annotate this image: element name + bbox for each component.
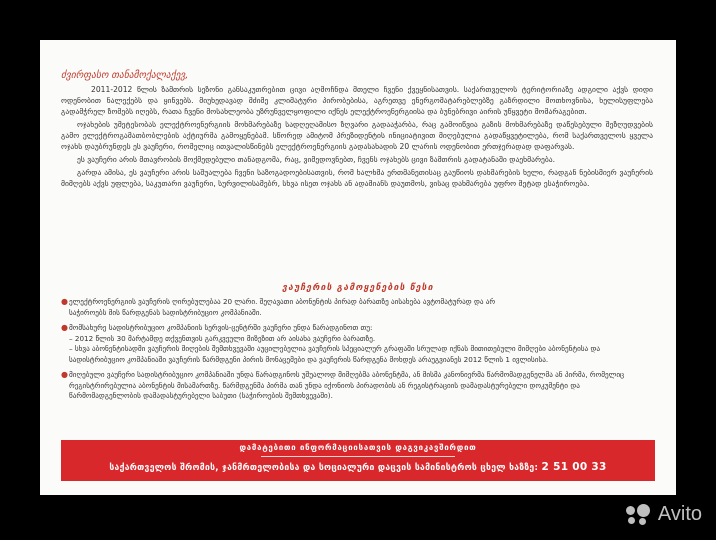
- rule-line: ელექტროენერგიის ვაუჩერის ღირებულებაა 20 ლარი. შეღავათი აბონენტის პირად ბარათზე აისახება ავტომატურად და არ: [69, 297, 496, 306]
- rules-title: ვაუჩერის გამოყენების წესი: [282, 283, 434, 293]
- voucher-leaflet: [40, 40, 676, 495]
- avito-logo-icon: [626, 504, 652, 526]
- hotline-phone: 2 51 00 33: [541, 461, 607, 473]
- rule-line: მომსახურე სადისტრიბუციო კომპანიის სერვის-ცენტრში ვაუჩერი უნდა წარადგინოთ თუ:: [69, 323, 373, 332]
- rule-line: საჭიროებს მის წარდგენას სადისტრიბუციო კომპანიაში.: [69, 307, 262, 317]
- intro-text: [61, 84, 653, 191]
- paragraph: ეს ვაუჩერი არის მთავრობის მოქმედებული თანადგომა, რაც, ვიმედოვნებთ, ჩვენს ოჯახებს ცივი ზამთრის გადატანაში დაეხმარება.: [77, 155, 556, 164]
- hotline-line: [61, 461, 655, 473]
- greeting: ძვირფასო თანამოქალაქევ,: [61, 70, 189, 81]
- hotline-label: საქართველოს შრომის, ჯანმრთელობისა და სოციალური დაცვის სამინისტროს ცხელ ხაზზე:: [109, 463, 539, 473]
- rule-item: [61, 297, 653, 318]
- rule-item: [61, 370, 653, 402]
- rule-line: – 2012 წლის 30 მარტამდე თქვენთვის გარკვეული მიზეზით არ აისახა ვაუჩერი ბარათზე.: [69, 333, 376, 343]
- paragraph: გარდა ამისა, ეს ვაუჩერი არის საშუალება ჩვენი საზოგადოებისათვის, რომ ხალხმა ერთმანეთისაც გაუწიოს დახმარების ხელი, რადგან ნებისმიერ ვაუჩერის მიმღებს აქვს უფლება, საკუთარი ვაუჩერი, სურვილისამებრ, სხვა ისეთ ოჯახს ან ადამიანს დაუთმოს, ვისაც დახმარება უფრო მეტად ესაჭიროება.: [61, 168, 653, 188]
- paragraph: 2011-2012 წლის ზამთრის სეზონი განსაკუთრებით ცივი აღმოჩნდა მთელი ჩვენი ქვეყნისათვის. საქართველოს ტერიტორიაზე ადგილი აქვს დიდი ოდენობით ნალექებს და ყინვებს. მიუხედავად მძიმე კლიმატური პირობებისა, აგრეთვე ენერგომატარებლებზე გაზრდილი მოთხოვნისა, ხელისუფლება გადამჭრელ ზომებს იღებს, რათა ჩვენი მოსახლეობა უზრუნველყოფილი იქნეს ელექტროენერგიისა და ბუნებრივი აირის უწყვეტი მომარაგებით.: [61, 85, 653, 116]
- rule-line: – სხვა აბონენტისადმი ვაუჩერის მიღების შემთხვევაში აუცილებელია ვაუჩერის სპეციალურ გრაფაში სრულად იქნას მითითებული მიმღები აბონენტისა და სადისტრიბუციო კომპანიაში ვაუჩერის წარმდგენი პირის მონაცემები და ვაუჩერის წარდგენა მოხდეს არაუგვიანეს 2012 წლის 1 ივლისისა.: [69, 344, 601, 364]
- contact-banner: [61, 440, 655, 481]
- avito-watermark: [626, 503, 702, 526]
- divider: [261, 456, 455, 457]
- bullet-icon: ●: [61, 323, 68, 332]
- contact-heading: დამატებითი ინფორმაციისათვის დაგვიკავშირდით: [239, 443, 477, 452]
- paragraph: ოჯახების უმეტესობას ელექტროენერგიის მოხმარებაზე სადღეღამისო ზღვარი გადააჭარბა, რაც გამოიწვია გაზის მოხმარებაზე დაწესებული შეზღუდვების გამო ელექტროგამათბობლების აქტიურმა გამოყენებამ. სწორედ ამიტომ პრეზიდენტის ინიციატივით მიღებულია გადაწყვეტილება, რომ საქართველოს ყველა ოჯახს დაუბრუნდეს ეს ვაუჩერი, რომელიც ითვალისწინებს ელექტროენერგიის გადასახადის 20 ლარის ოდენობით ერთჯერადად დაფარვას.: [61, 120, 653, 151]
- rules-list: [61, 297, 653, 407]
- rule-line: მიღებული ვაუჩერი სადისტრიბუციო კომპანიაში უნდა წარადგინოს უშუალოდ მიმღებმა აბონენტმა, ან მისმა კანონიერმა წარმომადგენელმა ან პირმა, რომელიც რეგისტრირებულია აბონენტის მისამართზე. წარმდგენმა პირმა თან უნდა იქონიოს პირადობის ან რეგისტრაციის დამადასტურებელი დოკუმენტი და წარმომადგენლობის დამადასტურებელი საბუთი (საჭიროების შემთხვევაში).: [69, 370, 625, 400]
- rule-item: [61, 323, 653, 365]
- watermark-text: Avito: [657, 503, 702, 525]
- bullet-icon: ●: [61, 297, 68, 306]
- bullet-icon: ●: [61, 370, 68, 379]
